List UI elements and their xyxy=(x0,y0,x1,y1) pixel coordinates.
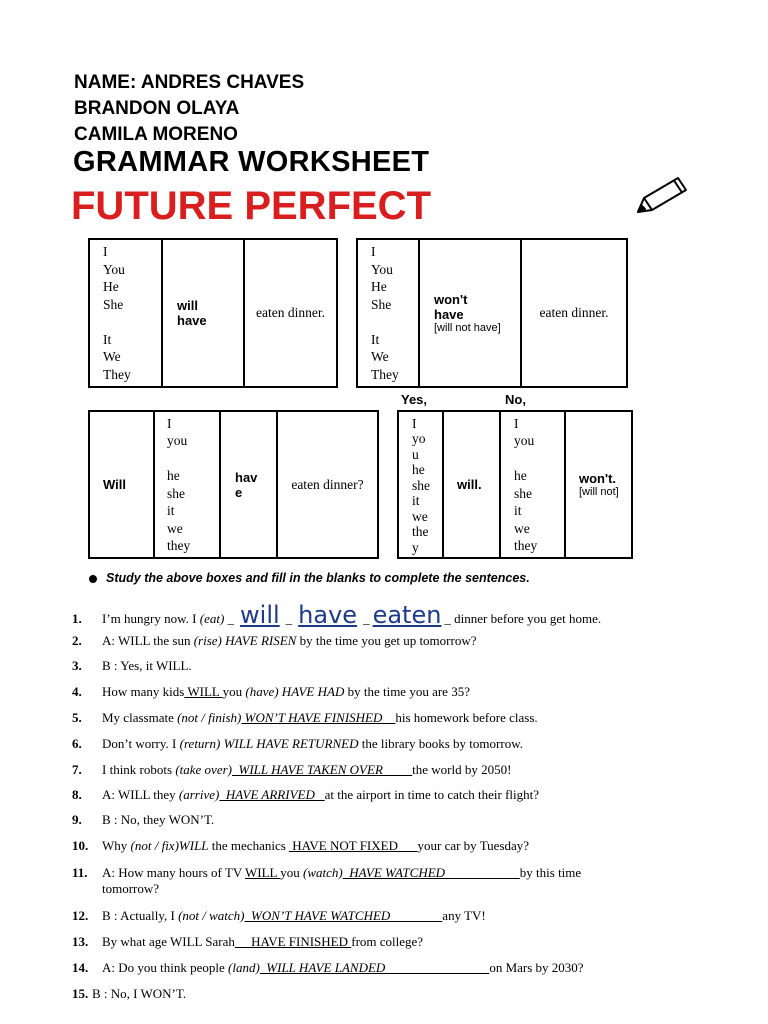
exercise-9: 9. B : No, they WON’T. xyxy=(72,812,215,827)
pencil-icon xyxy=(634,172,692,218)
yes-label: Yes, xyxy=(401,392,428,407)
affirmative-table xyxy=(88,238,338,388)
short-answers-table xyxy=(397,410,633,559)
question-will: Will xyxy=(89,411,154,558)
worksheet-title: GRAMMAR WORKSHEET xyxy=(73,146,430,178)
exercise-1: 1. I’m hungry now. I (eat) _ will _ have _ eaten _ dinner before you get home. xyxy=(72,601,602,629)
negative-auxiliary: won't have [will not have] xyxy=(419,239,521,387)
student-name-2: BRANDON OLAYA xyxy=(74,98,240,119)
short-no-auxiliary: won't. [will not] xyxy=(565,411,632,558)
bullet-icon xyxy=(89,575,97,583)
instructions: Study the above boxes and fill in the blanks to complete the sentences. xyxy=(106,571,530,585)
exercise-15: 15. B : No, I WON’T. xyxy=(72,986,187,1001)
negative-verb: eaten dinner. xyxy=(521,239,627,387)
exercise-11: 11. A: How many hours of TV WILL you (watch) HAVE WATCHED by this time tomorrow? xyxy=(72,865,582,896)
no-label: No, xyxy=(505,392,526,407)
question-verb: eaten dinner? xyxy=(277,411,378,558)
answer-will: will xyxy=(240,601,280,629)
student-name-1: NAME: ANDRES CHAVES xyxy=(74,72,305,93)
exercise-7: 7. I think robots (take over) WILL HAVE TAKEN OVER the world by 2050! xyxy=(72,762,512,777)
question-table xyxy=(88,410,379,559)
question-pronouns: I you he she it we they xyxy=(154,411,220,558)
answer-eaten: eaten xyxy=(372,601,442,629)
exercise-5: 5. My classmate (not / finish) WON’T HAVE FINISHED his homework before class. xyxy=(72,710,538,725)
worksheet-subtitle: FUTURE PERFECT xyxy=(71,184,431,228)
short-yes-auxiliary: will. xyxy=(443,411,500,558)
affirmative-auxiliary: will have xyxy=(162,239,244,387)
negative-table xyxy=(356,238,628,388)
exercise-6: 6. Don’t worry. I (return) WILL HAVE RETURNED the library books by tomorrow. xyxy=(72,736,523,751)
question-auxiliary: hav e xyxy=(220,411,277,558)
affirmative-pronouns: I You He She It We They xyxy=(89,239,162,387)
exercise-12: 12. B : Actually, I (not / watch) WON’T HAVE WATCHED any TV! xyxy=(72,908,486,923)
negative-pronouns: I You He She It We They xyxy=(357,239,419,387)
short-yes-pronouns: I yo u he she it we the y xyxy=(398,411,443,558)
exercise-10: 10. Why (not / fix)WILL the mechanics HAVE NOT FIXED your car by Tuesday? xyxy=(72,838,530,853)
answer-have: have xyxy=(298,601,358,629)
exercise-13: 13. By what age WILL Sarah HAVE FINISHED from college? xyxy=(72,934,424,949)
exercise-8: 8. A: WILL they (arrive) HAVE ARRIVED at the airport in time to catch their flight? xyxy=(72,787,540,802)
exercise-3: 3. B : Yes, it WILL. xyxy=(72,658,192,673)
student-name-3: CAMILA MORENO xyxy=(74,124,238,145)
exercise-4: 4. How many kids WILL you (have) HAVE HAD by the time you are 35? xyxy=(72,684,470,699)
exercise-14: 14. A: Do you think people (land) WILL HAVE LANDED on Mars by 2030? xyxy=(72,960,584,975)
short-no-pronouns: I you he she it we they xyxy=(500,411,565,558)
affirmative-verb: eaten dinner. xyxy=(244,239,337,387)
exercise-2: 2. A: WILL the sun (rise) HAVE RISEN by the time you get up tomorrow? xyxy=(72,633,477,648)
